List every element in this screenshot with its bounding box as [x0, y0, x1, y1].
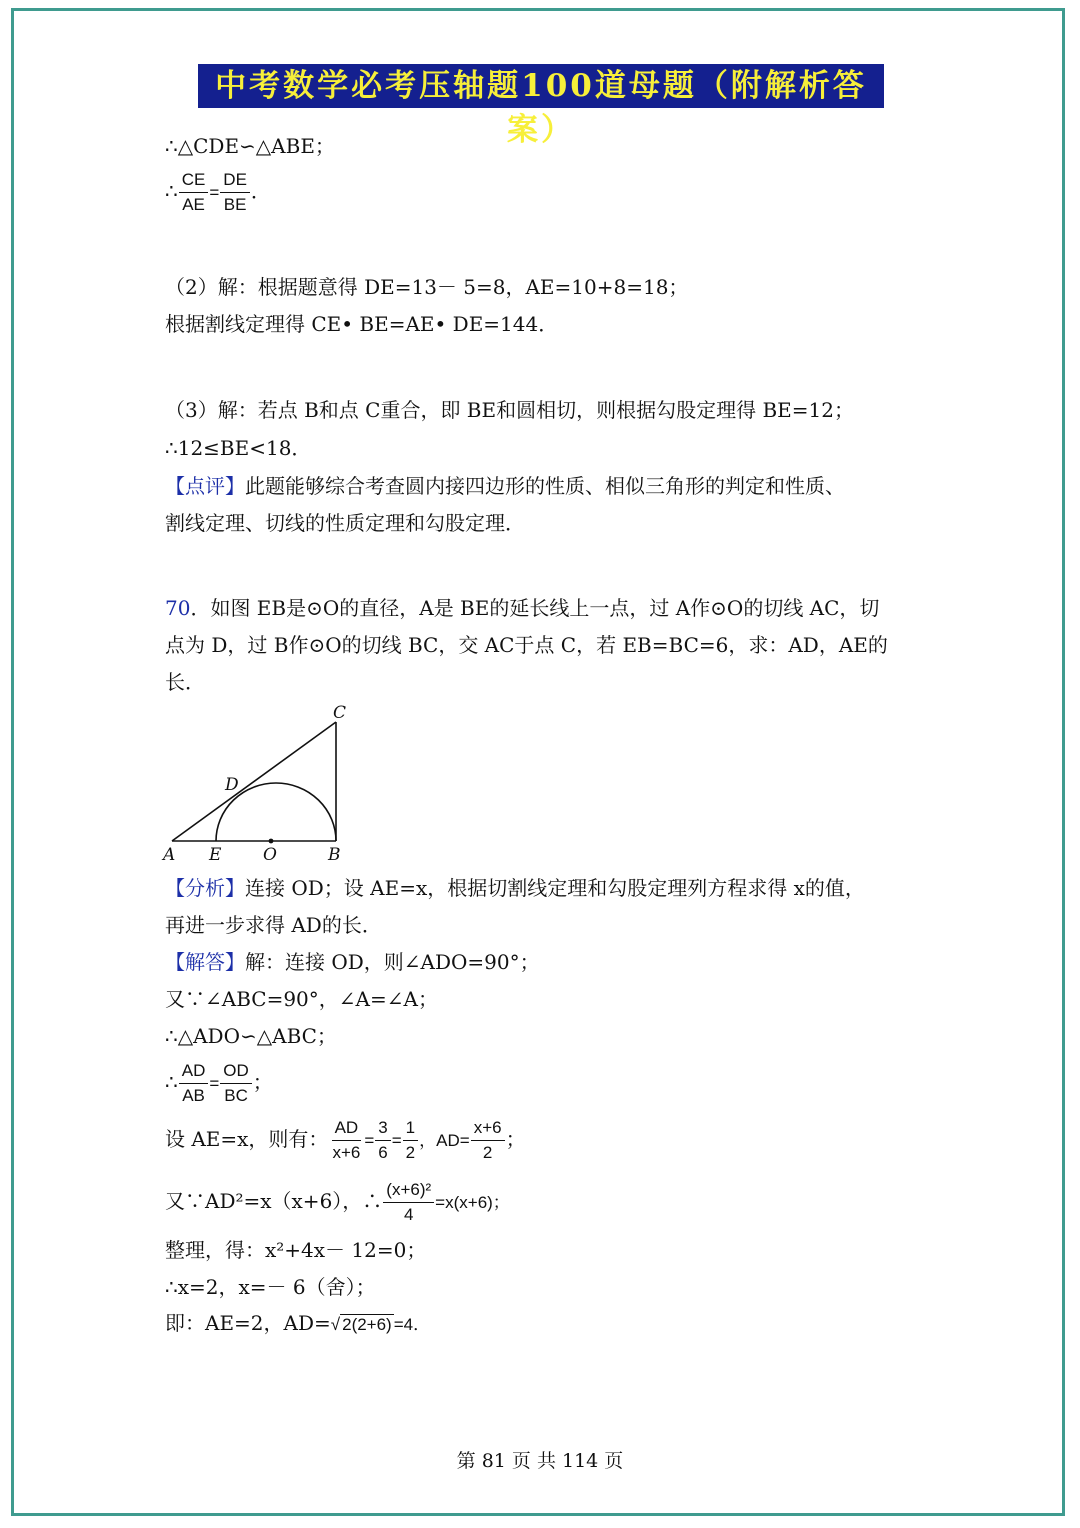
equals: = [364, 1131, 375, 1150]
fraction-line [165, 1178, 510, 1227]
segment-ac [172, 722, 336, 841]
text-span: 又∵AD²=x（x+6），∴ [165, 1189, 383, 1213]
text-span: 此题能够综合考查圆内接四边形的性质、相似三角形的判定和性质、 [245, 474, 845, 498]
fraction [179, 168, 209, 217]
numerator: x+6 [471, 1116, 505, 1141]
text-span: ； [505, 1127, 526, 1151]
denominator: BC [224, 1086, 248, 1105]
text-span: ，AD= [419, 1131, 470, 1150]
text-span: ； [252, 1070, 273, 1094]
fraction [220, 1059, 252, 1108]
fraction-line [165, 168, 271, 217]
denominator: AB [182, 1086, 205, 1105]
solution-line [165, 949, 540, 975]
fraction-line [165, 1116, 526, 1165]
comment-tag: 【点评】 [165, 474, 245, 498]
text-line: 根据割线定理得 CE• BE=AE• DE=144． [165, 312, 559, 336]
text-span: ∴ [165, 179, 178, 203]
fraction [375, 1116, 390, 1165]
text-span: =x(x+6)； [435, 1193, 510, 1212]
denominator: x+6 [332, 1143, 361, 1162]
fraction [383, 1178, 434, 1227]
fraction [179, 1059, 209, 1108]
analysis-line [165, 875, 865, 901]
text-span: 解：连接 OD，则∠ADO=90°； [245, 950, 540, 974]
denominator: 4 [404, 1205, 414, 1224]
text-line: （3）解：若点 B和点 C重合，即 BE和圆相切，则根据勾股定理得 BE=12； [165, 398, 854, 422]
sqrt-line [165, 1310, 430, 1338]
numerator: 3 [375, 1116, 390, 1141]
fraction [220, 168, 250, 217]
text-span: 连接 OD；设 AE=x，根据切割线定理和勾股定理列方程求得 x的值， [245, 876, 865, 900]
text-line: 再进一步求得 AD的长． [165, 913, 382, 937]
label-b: B [328, 845, 341, 865]
text-span: ． [250, 179, 271, 203]
sqrt-sign: √ [330, 1315, 341, 1334]
equals: = [209, 183, 220, 202]
page-footer: 第 81 页 共 114 页 [456, 1450, 624, 1472]
denominator: 6 [378, 1143, 388, 1162]
text-line: 又∵∠ABC=90°，∠A=∠A； [165, 987, 438, 1011]
label-e: E [209, 845, 222, 865]
text-line: 整理，得：x²+4x－ 12=0； [165, 1238, 427, 1262]
fraction [471, 1116, 505, 1165]
problem-number: 70 [165, 596, 191, 620]
label-d: D [225, 775, 239, 795]
denominator: 2 [405, 1143, 416, 1162]
label-c: C [333, 703, 347, 723]
text-line: ∴△ADO∽△ABC； [165, 1024, 337, 1048]
radicand: 2(2+6) [342, 1315, 392, 1334]
denominator: AE [182, 195, 205, 214]
text-line: 点为 D，过 B作⊙O的切线 BC，交 AC于点 C，若 EB=BC=6，求：AD，AE的 [165, 633, 888, 657]
numerator: CE [179, 168, 209, 193]
text-line: 割线定理、切线的性质定理和勾股定理． [165, 511, 525, 535]
solution-tag: 【解答】 [165, 950, 245, 974]
numerator: (x+6)² [383, 1178, 434, 1203]
text-line: （2）解：根据题意得 DE=13－ 5=8，AE=10+8=18； [165, 275, 689, 299]
label-a: A [163, 845, 176, 865]
label-o: O [263, 845, 277, 865]
numerator: OD [220, 1059, 252, 1084]
numerator: AD [179, 1059, 209, 1084]
geometry-figure [160, 700, 360, 870]
denominator: 2 [482, 1143, 493, 1162]
numerator: 1 [403, 1116, 418, 1141]
text-line: ∴△CDE∽△ABE； [165, 134, 335, 158]
numerator: DE [220, 168, 250, 193]
fraction-line [165, 1059, 273, 1108]
text-span: 设 AE=x，则有： [165, 1127, 329, 1151]
text-line: ∴12≤BE<18． [165, 436, 312, 460]
comment-line [165, 473, 845, 499]
problem-line [165, 595, 879, 621]
text-span: ∴ [165, 1070, 178, 1094]
text-line: ∴x=2，x=－ 6（舍）； [165, 1275, 376, 1299]
analysis-tag: 【分析】 [165, 876, 245, 900]
denominator: BE [223, 195, 247, 214]
equals: = [391, 1131, 402, 1150]
equals: = [209, 1074, 220, 1093]
center-point [269, 839, 274, 844]
text-span: =4． [393, 1315, 431, 1334]
text-span: ．如图 EB是⊙O的直径，A是 BE的延长线上一点，过 A作⊙O的切线 AC，切 [190, 596, 880, 620]
fraction [329, 1116, 363, 1165]
page-title-banner: 中考数学必考压轴题100道母题（附解析答案） [198, 64, 884, 108]
fraction [403, 1116, 418, 1165]
numerator: AD [332, 1116, 362, 1141]
text-line: 长． [165, 670, 205, 694]
text-span: 即：AE=2，AD= [165, 1311, 331, 1335]
